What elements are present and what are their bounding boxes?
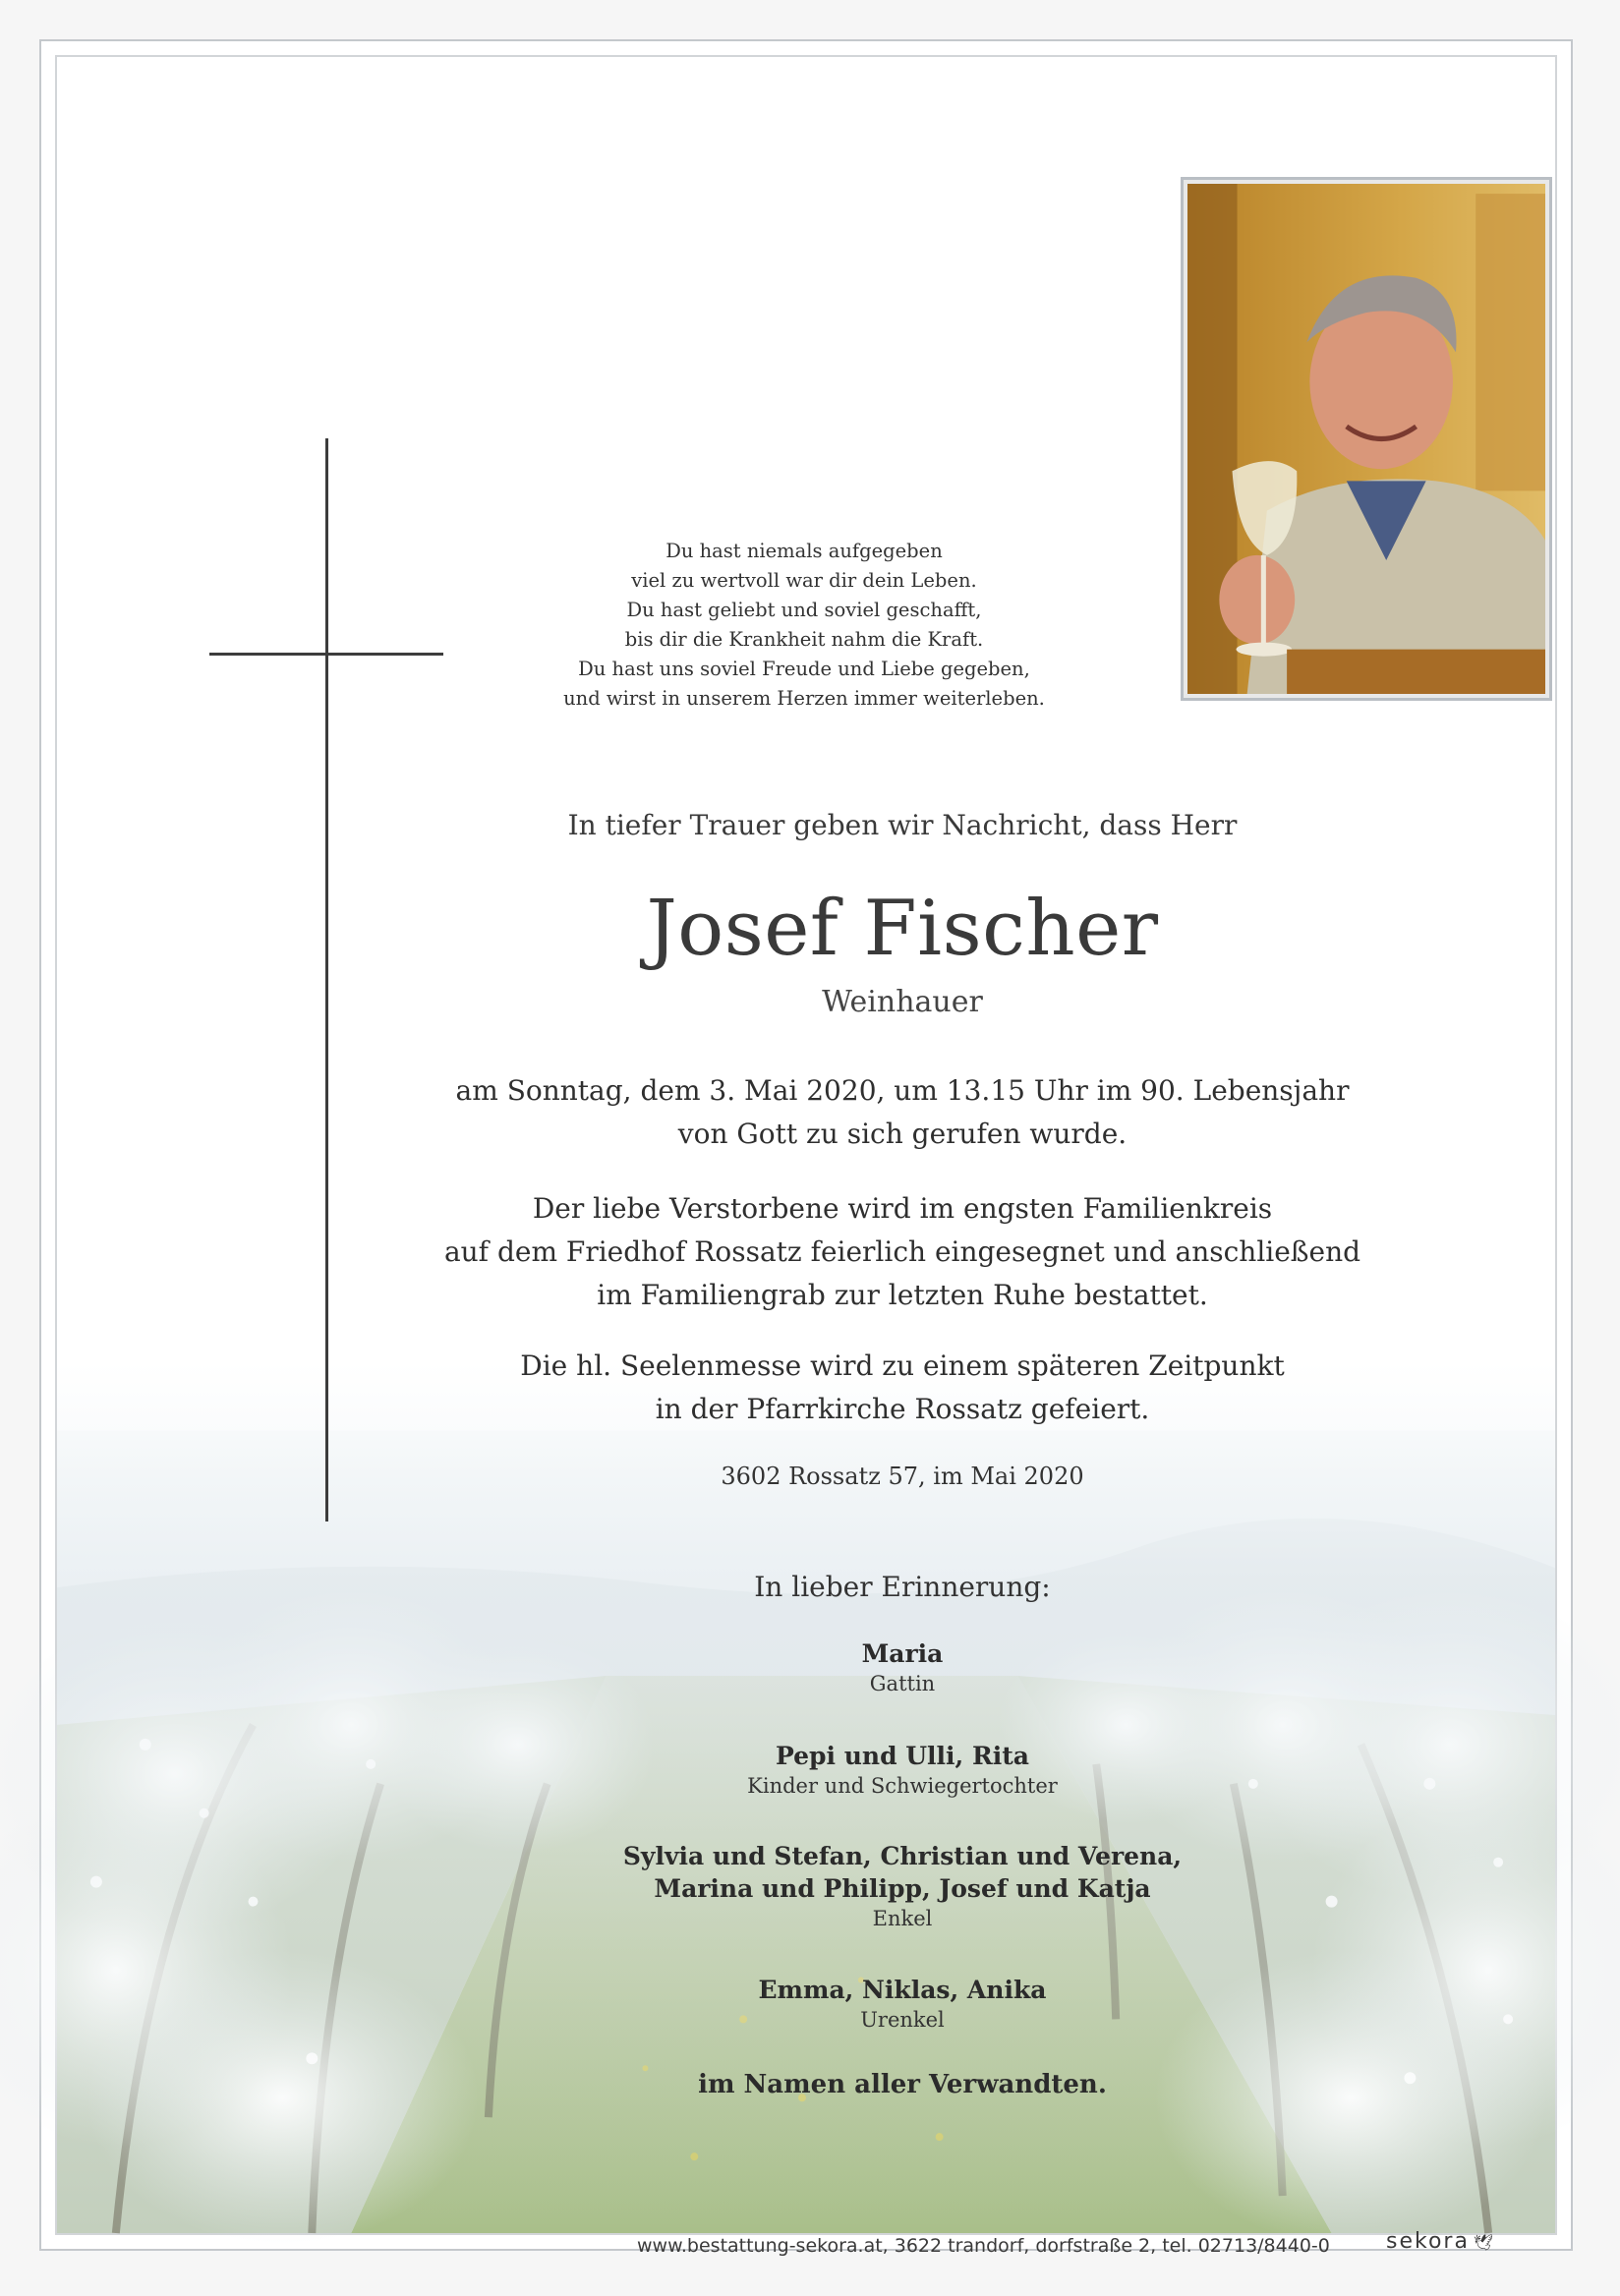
family-names: Marina und Philipp, Josef und Katja (654, 1874, 1151, 1903)
family-relation: Kinder und Schwiegertochter (747, 1774, 1058, 1798)
text-line: von Gott zu sich gerufen wurde. (677, 1118, 1128, 1150)
mass-details (411, 1345, 1394, 1431)
funeral-details (411, 1187, 1394, 1317)
logo-text: sekora (1386, 2229, 1470, 2254)
funeral-home-logo (1386, 2229, 1495, 2254)
portrait-photo (1181, 177, 1552, 701)
poem-line: Du hast niemals aufgegeben (665, 540, 943, 562)
portrait-image (1187, 184, 1545, 694)
obituary-card (55, 55, 1557, 2257)
family-group (509, 1840, 1296, 1932)
latin-cross-bar (209, 653, 443, 656)
poem-line: und wirst in unserem Herzen immer weiterleben. (563, 687, 1045, 710)
closing-line: im Namen aller Verwandten. (698, 2070, 1107, 2099)
family-relation: Enkel (872, 1907, 933, 1930)
poem-line: viel zu wertvoll war dir dein Leben. (631, 569, 977, 592)
family-group (509, 1637, 1296, 1697)
family-relation: Gattin (869, 1672, 936, 1695)
latin-cross-icon (325, 438, 328, 1521)
text-line: in der Pfarrkirche Rossatz gefeiert. (655, 1393, 1150, 1425)
intro-text: In tiefer Trauer geben wir Nachricht, dass Herr (567, 809, 1238, 841)
family-names: Sylvia und Stefan, Christian und Verena, (622, 1842, 1183, 1870)
poem-line: Du hast geliebt und soviel geschafft, (626, 599, 982, 621)
remembrance-heading: In lieber Erinnerung: (754, 1571, 1051, 1603)
text-line: Der liebe Verstorbene wird im engsten Familienkreis (532, 1192, 1273, 1225)
family-names: Emma, Niklas, Anika (758, 1976, 1047, 2004)
death-announcement (411, 1069, 1394, 1156)
text-line: auf dem Friedhof Rossatz feierlich eingesegnet und anschließend (443, 1235, 1361, 1268)
text-line: am Sonntag, dem 3. Mai 2020, um 13.15 Uhr im 90. Lebensjahr (455, 1074, 1350, 1107)
family-group (509, 1740, 1296, 1800)
text-line: im Familiengrab zur letzten Ruhe bestattet. (597, 1279, 1208, 1311)
family-group (509, 1974, 1296, 2034)
family-relation: Urenkel (860, 2008, 945, 2032)
funeral-home-contact: www.bestattung-sekora.at, 3622 trandorf, dorfstraße 2, tel. 02713/8440-0 (637, 2235, 1330, 2257)
poem-line: bis dir die Krankheit nahm die Kraft. (624, 628, 984, 651)
poem-line: Du hast uns soviel Freude und Liebe gegeben, (578, 658, 1030, 680)
text-line: Die hl. Seelenmesse wird zu einem späteren Zeitpunkt (520, 1349, 1285, 1382)
family-names: Maria (861, 1639, 944, 1668)
bird-icon: 🕊 (1473, 2233, 1496, 2252)
place-date: 3602 Rossatz 57, im Mai 2020 (721, 1463, 1084, 1490)
family-names: Pepi und Ulli, Rita (776, 1742, 1029, 1770)
memorial-poem (509, 537, 1099, 714)
deceased-name: Josef Fischer (646, 885, 1159, 973)
deceased-profession: Weinhauer (822, 985, 983, 1019)
